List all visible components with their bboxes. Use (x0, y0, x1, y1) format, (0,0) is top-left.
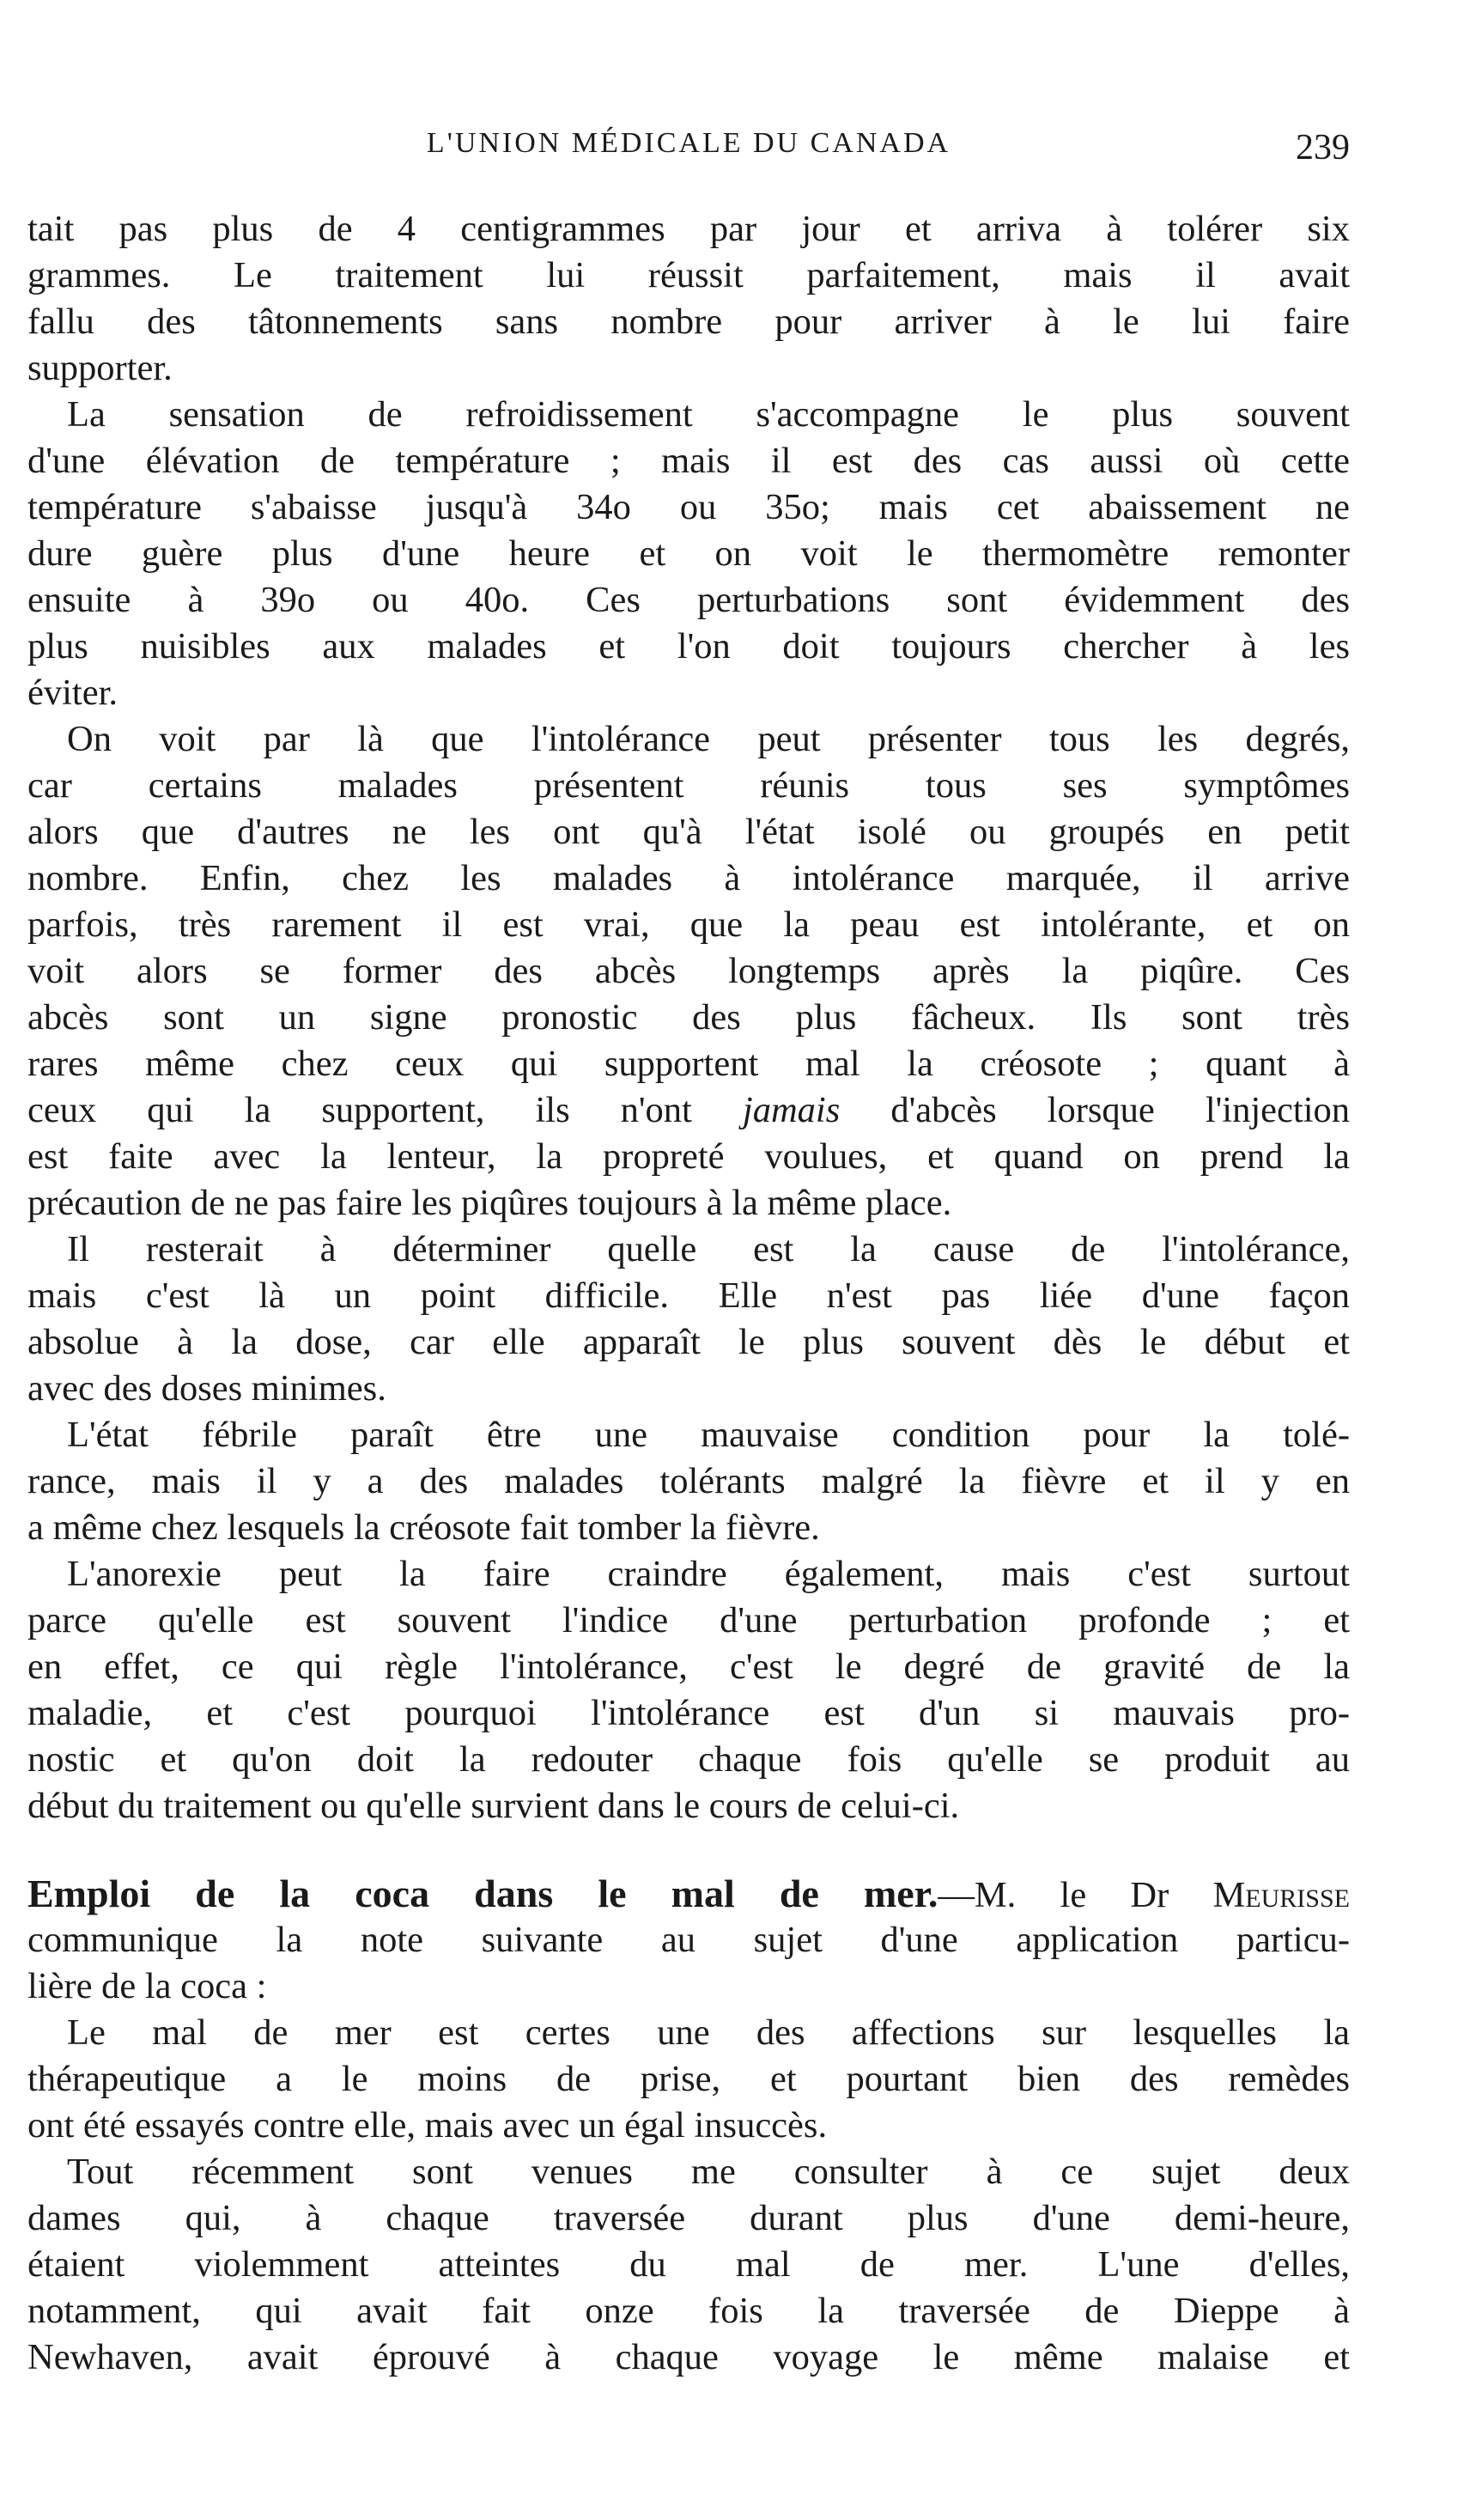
running-head (27, 127, 1350, 170)
running-title: L'UNION MÉDICALE DU CANADA (426, 127, 951, 159)
text-line: fallu des tâtonnements sans nombre pour arriver à le lui faire (27, 301, 1350, 342)
text-line: On voit par là que l'intolérance peut présenter tous les degrés, (67, 719, 1350, 759)
text-line: dure guère plus d'une heure et on voit le thermomètre remonter (27, 533, 1350, 574)
text-line: L'anorexie peut la faire craindre également, mais c'est surtout (67, 1554, 1350, 1594)
text-line: maladie, et c'est pourquoi l'intolérance est d'un si mauvais pro- (27, 1693, 1350, 1733)
text-line: température s'abaisse jusqu'à 34o ou 35o; mais cet abaissement ne (27, 487, 1350, 527)
text-line: début du traitement ou qu'elle survient dans le cours de celui-ci. (27, 1786, 960, 1826)
text-line: L'état fébrile paraît être une mauvaise condition pour la tolé- (67, 1415, 1350, 1455)
page-number: 239 (1296, 128, 1350, 167)
section-title: Emploi de la coca dans le mal de mer. (27, 1872, 938, 1915)
text-line: absolue à la dose, car elle apparaît le plus souvent dès le début et (27, 1322, 1350, 1362)
text-line: ont été essayés contre elle, mais avec un égal insuccès. (27, 2105, 828, 2146)
text-line: notamment, qui avait fait onze fois la traversée de Dieppe à (27, 2291, 1350, 2331)
text-line: parfois, très rarement il est vrai, que la peau est intolérante, et on (27, 904, 1350, 945)
text-line: d'une élévation de température ; mais il est des cas aussi où cette (27, 441, 1350, 481)
text-line: car certains malades présentent réunis tous ses symptômes (27, 765, 1350, 806)
text-line: Il resterait à déterminer quelle est la cause de l'intolérance, (67, 1229, 1350, 1269)
section-dash: —M. le Dr (938, 1875, 1213, 1915)
section-spacer (27, 1829, 1350, 1871)
text-line: La sensation de refroidissement s'accompagne le plus souvent (67, 394, 1350, 435)
text-line: supporter. (27, 348, 173, 388)
text-line: Tout récemment sont venues me consulter à ce sujet deux (67, 2152, 1350, 2192)
text-line: rares même chez ceux qui supportent mal la créosote ; quant à (27, 1044, 1350, 1084)
emphasis-text: jamais (742, 1090, 841, 1130)
text-line: abcès sont un signe pronostic des plus fâcheux. Ils sont très (27, 997, 1350, 1038)
text-line: grammes. Le traitement lui réussit parfaitement, mais il avait (27, 255, 1350, 295)
text-line: a même chez lesquels la créosote fait tomber la fièvre. (27, 1507, 820, 1548)
text-line: lière de la coca : (27, 1966, 267, 2006)
text-line: voit alors se former des abcès longtemps après la piqûre. Ces (27, 951, 1350, 991)
text-line: thérapeutique a le moins de prise, et pourtant bien des remèdes (27, 2059, 1350, 2099)
text-line: rance, mais il y a des malades tolérants malgré la fièvre et il y en (27, 1461, 1350, 1501)
text-line: en effet, ce qui règle l'intolérance, c'est le degré de gravité de la (27, 1647, 1350, 1687)
text-line: dames qui, à chaque traversée durant plus d'une demi-heure, (27, 2198, 1350, 2238)
text-line: précaution de ne pas faire les piqûres toujours à la même place. (27, 1183, 952, 1223)
text-line: Newhaven, avait éprouvé à chaque voyage le même malaise et (27, 2337, 1350, 2377)
text-line: avec des doses minimes. (27, 1368, 386, 1409)
text-line: plus nuisibles aux malades et l'on doit toujours chercher à les (27, 626, 1350, 667)
body-text (27, 206, 1350, 2381)
text-line: mais c'est là un point difficile. Elle n'est pas liée d'une façon (27, 1275, 1350, 1316)
text-line: étaient violemment atteintes du mal de mer. L'une d'elles, (27, 2244, 1350, 2285)
text-line: est faite avec la lenteur, la propreté voulues, et quand on prend la (27, 1136, 1350, 1177)
author-name: Meurisse (1212, 1875, 1350, 1915)
text-line: alors que d'autres ne les ont qu'à l'état isolé ou groupés en petit (27, 812, 1350, 852)
text-line: communique la note suivante au sujet d'une application particu- (27, 1920, 1350, 1960)
text-segment: ceux qui la supportent, ils n'ont (27, 1090, 743, 1130)
text-segment: d'abcès lorsque l'injection (840, 1090, 1351, 1130)
text-line: tait pas plus de 4 centigrammes par jour et arriva à tolérer six (27, 209, 1350, 249)
text-line: éviter. (27, 673, 118, 713)
section-heading-line (27, 1871, 1350, 1917)
text-line: ensuite à 39o ou 40o. Ces perturbations sont évidemment des (27, 580, 1350, 620)
text-line: nostic et qu'on doit la redouter chaque fois qu'elle se produit au (27, 1739, 1350, 1780)
text-line: nombre. Enfin, chez les malades à intolérance marquée, il arrive (27, 858, 1350, 898)
text-line: Le mal de mer est certes une des affections sur lesquelles la (67, 2012, 1350, 2053)
text-line: parce qu'elle est souvent l'indice d'une perturbation profonde ; et (27, 1600, 1350, 1640)
text-line (27, 1087, 1350, 1134)
